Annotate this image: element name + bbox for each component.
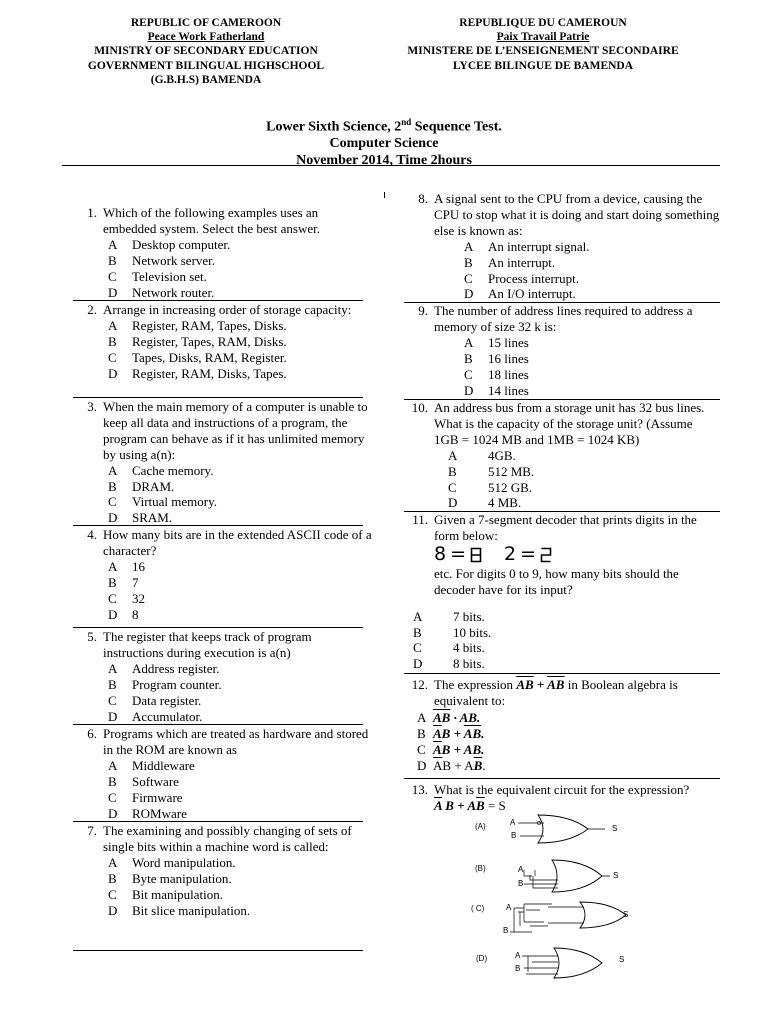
input-wire [524, 870, 558, 888]
option-b [73, 774, 373, 790]
op-plus: + [536, 677, 545, 692]
title-line1 [0, 114, 768, 136]
var-b: B [468, 709, 477, 725]
question-number: 2. [87, 302, 97, 317]
option-letter: C [417, 741, 426, 757]
option-letter: D [448, 495, 458, 511]
digit-eight: 8 [434, 542, 447, 565]
option-letter: C [413, 640, 422, 656]
var-b: $\overline{B}$ [473, 757, 483, 773]
option-d [73, 709, 373, 725]
option-letter: C [108, 268, 117, 284]
option-letter: A [108, 462, 118, 478]
option-text: An interrupt. [488, 254, 556, 270]
option-letter: A [464, 238, 474, 254]
option-text: DRAM. [132, 478, 175, 494]
option-a [404, 609, 720, 625]
question-text: The register that keeps track of program instructions during execution is a(n) [103, 629, 312, 660]
text-part: The expression [434, 677, 514, 692]
op-plus: + [454, 757, 462, 773]
option-letter: A [108, 558, 118, 574]
option-text: Cache memory. [132, 462, 214, 478]
option-d [404, 656, 720, 672]
header-right-motto: Paix Travail Patrie [496, 31, 590, 44]
option-d [73, 366, 373, 382]
output-label: S [613, 871, 619, 880]
overline-term [547, 677, 564, 692]
option-letter: D [464, 382, 474, 398]
var-b: B [524, 677, 534, 692]
question-8 [404, 191, 720, 302]
question-text: A signal sent to the CPU from a device, causing the CPU to stop what it is doing and start doing something else is known as: [434, 191, 720, 238]
header-left-line: (G.B.H.S) BAMENDA [150, 73, 262, 86]
seven-segment-examples [404, 544, 720, 566]
question-number: 3. [87, 399, 97, 414]
question-1 [73, 205, 373, 300]
option-c [73, 887, 373, 903]
option-letter: B [413, 624, 422, 640]
question-12 [404, 677, 720, 773]
option-text: 8 [132, 606, 139, 622]
option-letter: B [108, 870, 117, 886]
option-c [73, 350, 373, 366]
option-letter: C [108, 692, 117, 708]
option-c [73, 693, 373, 709]
output-label: S [623, 910, 629, 919]
question-text: The number of address lines required to address a memory of size 32 k is: [434, 303, 693, 334]
question-text: An address bus from a storage unit has 32 bus lines. What is the capacity of the storage unit? (Assume 1GB = 1024 MB and 1MB = 1024 KB) [434, 400, 705, 447]
option-letter: B [417, 725, 426, 741]
var-b: B [441, 725, 451, 741]
circuit-label: ( C) [471, 904, 485, 913]
title-line3: November 2014, Time 2hours [296, 152, 472, 168]
title-rule [62, 165, 720, 166]
question-text: Which of the following examples uses an embedded system. Select the best answer. [103, 205, 320, 236]
option-d [73, 607, 373, 623]
input-label-a: A [518, 865, 524, 874]
spacer [404, 598, 720, 609]
option-text: 32 [132, 590, 145, 606]
option-b [73, 334, 373, 350]
question-number: 6. [87, 726, 97, 741]
question-number: 4. [87, 527, 97, 542]
option-text: Bit slice manipulation. [132, 902, 251, 918]
question-divider [73, 525, 363, 526]
option-text: Register, RAM, Tapes, Disks. [132, 317, 287, 333]
input-label-b: B [515, 964, 521, 973]
option-b [404, 625, 720, 641]
boolean-expression [434, 798, 485, 813]
option-c [73, 790, 373, 806]
equals-sign: = [450, 542, 467, 565]
input-label-b: B [518, 879, 524, 888]
digit-two: 2 [504, 542, 517, 565]
option-text: Tapes, Disks, RAM, Register. [132, 349, 287, 365]
option-letter: D [417, 757, 427, 773]
option-a [404, 239, 720, 255]
option-letter: D [413, 656, 423, 672]
header-left [56, 16, 356, 87]
or-gate-icon [552, 860, 602, 892]
option-b [73, 871, 373, 887]
option-text: Desktop computer. [132, 236, 231, 252]
header-right [393, 16, 693, 73]
option-text: Firmware [132, 789, 183, 805]
option-text: Program counter. [132, 676, 222, 692]
question-divider [73, 300, 363, 301]
option-letter: B [108, 252, 117, 268]
option-text: Byte manipulation. [132, 870, 232, 886]
question-text: When the main memory of a computer is unable to keep all data and instructions of a program, the program can behave as if it has unlimited memory by using a(n): [103, 399, 368, 462]
header-left-line: MINISTRY OF SECONDARY EDUCATION [94, 45, 318, 58]
circuit-diagrams [440, 812, 660, 1017]
option-d [404, 286, 720, 302]
circuit-label: (D) [476, 954, 488, 963]
question-7 [73, 823, 373, 918]
option-text: Middleware [132, 757, 195, 773]
question-5 [73, 629, 373, 724]
option-b [404, 464, 720, 480]
option-b [73, 479, 373, 495]
option-letter: B [108, 676, 117, 692]
input-wire [510, 904, 552, 932]
header-right-line: REPUBLIQUE DU CAMEROUN [459, 17, 627, 29]
text-part: = S [487, 797, 506, 813]
option-letter: A [448, 447, 458, 463]
option-c [404, 271, 720, 287]
boolean-expression [516, 677, 564, 692]
option-letter: B [108, 333, 117, 349]
var-a: A [467, 797, 477, 813]
question-number: 13. [411, 782, 428, 797]
option-b [404, 351, 720, 367]
option-a [404, 335, 720, 351]
op-plus: + [453, 741, 462, 757]
option-text: 15 lines [488, 334, 529, 350]
input-wire [526, 910, 548, 926]
option-letter: D [108, 902, 118, 918]
question-text [434, 677, 720, 709]
option-letter: D [108, 510, 118, 526]
option-letter: D [108, 284, 118, 300]
option-text: 7 bits. [453, 608, 485, 624]
input-label-a: A [506, 903, 512, 912]
question-text: Programs which are treated as hardware and stored in the ROM are known as [103, 726, 369, 757]
var-a: A [463, 725, 473, 741]
option-letter: A [417, 709, 427, 725]
option-text: Accumulator. [132, 708, 203, 724]
option-text: 4 MB. [488, 495, 522, 511]
option-letter: A [108, 236, 118, 252]
option-a [73, 661, 373, 677]
output-label: S [619, 955, 625, 964]
var-b: $\overline{B}$ [476, 797, 485, 813]
option-text: An I/O interrupt. [488, 286, 576, 302]
question-number: 12. [411, 677, 428, 692]
option-text: An interrupt signal. [488, 238, 590, 254]
gate-input-wire [548, 907, 584, 923]
option-a [73, 237, 373, 253]
title-part: Lower Sixth Science, 2 [266, 119, 402, 135]
question-divider [73, 950, 363, 951]
option-d [73, 903, 373, 919]
op-plus: + [453, 725, 462, 741]
question-number: 1. [87, 205, 97, 220]
question-6 [73, 726, 373, 821]
question-number: 7. [87, 823, 97, 838]
option-letter: C [108, 789, 117, 805]
input-wire [522, 956, 558, 974]
question-9 [404, 303, 720, 398]
option-d [404, 383, 720, 399]
option-letter: B [108, 773, 117, 789]
question-number: 8. [418, 191, 428, 206]
var-a: $\overline{A}$ [433, 741, 442, 757]
option-text: 7 [132, 574, 139, 590]
seven-seg-two-icon [540, 547, 552, 563]
header-left-line: REPUBLIC OF CAMEROON [130, 17, 282, 29]
option-a [404, 448, 720, 464]
option-b [404, 726, 720, 742]
option-text: 18 lines [488, 366, 529, 382]
option-d [73, 806, 373, 822]
option-letter: A [108, 757, 118, 773]
circuit-label: (A) [475, 822, 486, 831]
option-b [73, 575, 373, 591]
option-c [404, 367, 720, 383]
or-gate-icon [554, 948, 602, 978]
option-text: Register, Tapes, RAM, Disks. [132, 333, 287, 349]
option-expression: $\overline{A}B + A\overline{B}$. [433, 757, 486, 773]
or-gate-icon [580, 902, 629, 928]
option-letter: B [108, 574, 117, 590]
option-d [73, 285, 373, 301]
option-text: Network router. [132, 284, 215, 300]
question-10 [404, 400, 720, 511]
header-right-line: LYCEE BILINGUE DE BAMENDA [452, 59, 634, 72]
option-c [73, 269, 373, 285]
option-text: Bit manipulation. [132, 886, 223, 902]
input-label-a: A [510, 818, 516, 827]
option-text: Virtual memory. [132, 494, 218, 510]
header-left-motto: Peace Work Fatherland [147, 31, 265, 44]
option-letter: B [464, 350, 473, 366]
option-text: Register, RAM, Disks, Tapes. [132, 365, 287, 381]
header-right-line: MINISTERE DE L’ENSEIGNEMENT SECONDAIRE [407, 45, 679, 58]
var-a: A [547, 677, 556, 692]
question-4 [73, 527, 373, 622]
text-part: in Boolean algebra is equivalent to: [434, 677, 678, 708]
question-divider [73, 821, 363, 822]
option-b [73, 253, 373, 269]
option-letter: D [464, 286, 474, 302]
overline-term [516, 677, 533, 692]
option-text: Network server. [132, 252, 216, 268]
var-b: B [445, 797, 454, 813]
option-letter: D [108, 708, 118, 724]
question-divider [73, 627, 363, 628]
option-text: ROMware [132, 805, 187, 821]
var-b: B [472, 725, 482, 741]
option-text: 4 bits. [453, 640, 485, 656]
circuit-c [471, 902, 628, 935]
option-a [73, 559, 373, 575]
option-letter: A [108, 660, 118, 676]
option-text: 10 bits. [453, 624, 492, 640]
var-a: A [464, 757, 474, 773]
question-text: Arrange in increasing order of storage capacity: [103, 302, 352, 317]
option-d [73, 510, 373, 526]
option-letter: D [108, 606, 118, 622]
option-expression: $\overline{A}B$ + AB. [433, 725, 485, 741]
option-letter: C [108, 590, 117, 606]
option-text: Address register. [132, 660, 220, 676]
var-b: B [555, 677, 565, 692]
var-b: B [442, 757, 452, 773]
circuit-b [475, 860, 618, 892]
question-number: 9. [418, 303, 428, 318]
option-a [404, 710, 720, 726]
circuit-label: (B) [475, 864, 486, 873]
question-divider [404, 673, 720, 674]
exam-title [0, 114, 768, 169]
option-letter: A [464, 334, 474, 350]
option-c [404, 742, 720, 758]
circuit-a [475, 815, 617, 843]
op-plus: + [457, 797, 465, 813]
overline-term [464, 726, 481, 741]
question-number: 10. [411, 400, 428, 415]
option-letter: D [108, 805, 118, 821]
option-letter: C [108, 494, 117, 510]
question-text: What is the equivalent circuit for the expression? [434, 782, 690, 797]
option-letter: B [108, 478, 117, 494]
equals-sign: = [520, 542, 537, 565]
option-text: Television set. [132, 268, 207, 284]
option-letter: B [448, 463, 457, 479]
var-a: $\overline{A}$ [433, 709, 442, 725]
title-sup: nd [401, 117, 412, 127]
option-letter: D [108, 365, 118, 381]
question-2 [73, 302, 373, 382]
option-text: Word manipulation. [132, 854, 236, 870]
option-expression: $\overline{A}B$ + AB. [433, 741, 485, 757]
question-text: How many bits are in the extended ASCII code of a character? [103, 527, 372, 558]
question-11 [404, 512, 720, 672]
option-c [73, 494, 373, 510]
option-c [73, 591, 373, 607]
question-text: The examining and possibly changing of sets of single bits within a machine word is called: [103, 823, 352, 854]
option-a [73, 318, 373, 334]
var-b: $\overline{B}$ [441, 709, 451, 725]
var-a: $\overline{A}$ [433, 757, 443, 773]
question-13 [404, 782, 720, 814]
option-letter: C [464, 270, 473, 286]
question-3 [73, 399, 373, 526]
column-tick [384, 192, 385, 198]
var-a: A [463, 741, 473, 757]
option-letter: C [108, 349, 117, 365]
input-wire [518, 823, 544, 836]
option-text: 512 GB. [488, 479, 533, 495]
input-label-a: A [515, 951, 521, 960]
header-left-line: GOVERNMENT BILINGUAL HIGHSCHOOL [87, 59, 325, 72]
op-dot: · [453, 709, 457, 725]
or-gate-icon [538, 815, 588, 843]
option-text: SRAM. [132, 510, 173, 526]
var-a: $\overline{A}$ [434, 797, 442, 813]
option-d [404, 758, 720, 774]
option-text: Software [132, 773, 179, 789]
option-text: Process interrupt. [488, 270, 579, 286]
var-a: A [459, 709, 469, 725]
question-number: 11. [412, 512, 428, 527]
question-divider [404, 778, 720, 779]
question-number: 5. [87, 629, 97, 644]
option-a [73, 463, 373, 479]
option-letter: A [108, 317, 118, 333]
option-d [404, 495, 720, 511]
option-letter: C [108, 886, 117, 902]
option-a [73, 855, 373, 871]
option-c [404, 480, 720, 496]
option-letter: A [413, 608, 423, 624]
question-divider [73, 397, 363, 398]
var-b: B [472, 741, 482, 757]
option-b [404, 255, 720, 271]
option-text: 14 lines [488, 382, 529, 398]
option-text: 16 [132, 558, 145, 574]
option-letter: C [464, 366, 473, 382]
seven-seg-eight-icon [470, 547, 482, 563]
title-line2: Computer Science [329, 136, 439, 152]
output-label: S [612, 824, 618, 833]
question-divider [73, 724, 363, 725]
option-text: 16 lines [488, 350, 529, 366]
option-letter: A [108, 854, 118, 870]
option-expression: $\overline{A}\overline{B}$ · AB. [433, 709, 481, 725]
circuit-d [476, 948, 624, 978]
var-b: B [441, 741, 451, 757]
question-text: Given a 7-segment decoder that prints digits in the form below: [434, 512, 697, 543]
input-label-b: B [503, 926, 509, 935]
option-text: 8 bits. [453, 656, 485, 672]
var-a: $\overline{A}$ [433, 725, 442, 741]
option-text: 512 MB. [488, 463, 535, 479]
title-part: Sequence Test. [411, 119, 502, 135]
option-c [404, 640, 720, 656]
option-text: 4GB. [488, 447, 516, 463]
option-text: Data register. [132, 692, 202, 708]
var-a: A [516, 677, 525, 692]
option-a [73, 758, 373, 774]
question-text: etc. For digits 0 to 9, how many bits should the decoder have for its input? [434, 565, 679, 597]
option-letter: B [464, 254, 473, 270]
input-label-b: B [511, 831, 517, 840]
option-b [73, 677, 373, 693]
option-letter: C [448, 479, 457, 495]
